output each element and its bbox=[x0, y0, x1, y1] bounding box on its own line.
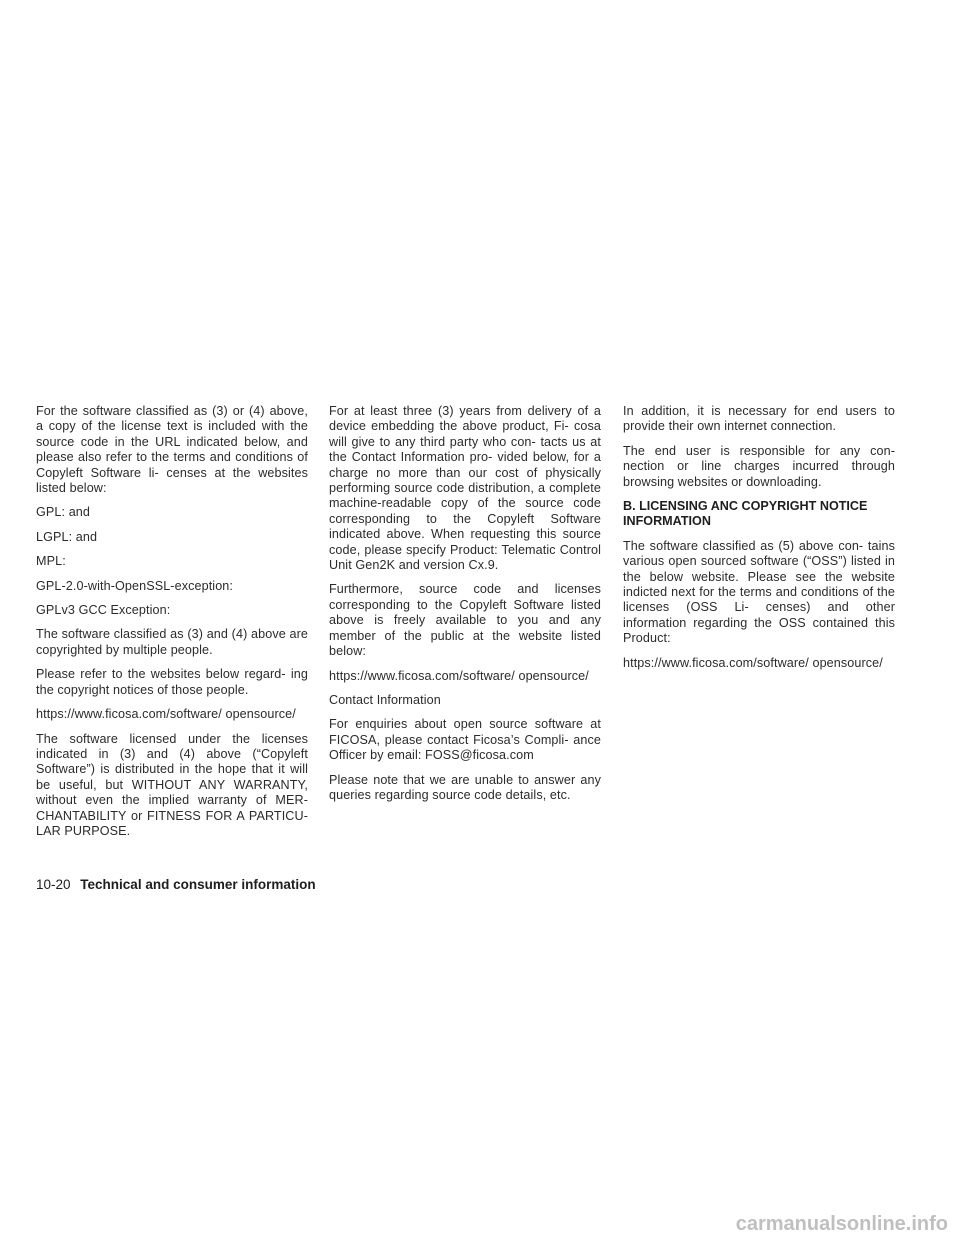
paragraph: GPLv3 GCC Exception: bbox=[36, 603, 171, 618]
paragraph: GPL: and bbox=[36, 505, 91, 520]
text-column-2 bbox=[329, 404, 601, 812]
text-column-3 bbox=[623, 404, 895, 680]
paragraph: For at least three (3) years from delivery of a device embedding the above product, Fi- cosa will give to any third party who con- tacts us at the Contact Information pro- vided below, for a charge no more than our cost of physically performing source code distribution, a complete machine-readable copy of the source code corresponding to the Copyleft Software indicated above. When requesting this source code, please specify Product: Telematic Control Unit Gen2K and version Cx.9. bbox=[329, 404, 601, 573]
page-number: 10-20 bbox=[36, 877, 71, 892]
paragraph: The end user is responsible for any con- nection or line charges incurred through browsing websites or downloading. bbox=[623, 443, 895, 489]
paragraph: In addition, it is necessary for end users to provide their own internet connection. bbox=[623, 404, 895, 434]
paragraph: Please refer to the websites below regard- ing the copyright notices of those people. bbox=[36, 667, 308, 697]
text-column-1 bbox=[36, 404, 308, 848]
paragraph: The software licensed under the licenses indicated in (3) and (4) above (“Copyleft Software”) is distributed in the hope that it will be useful, but WITHOUT ANY WARRANTY, without even the implied warranty of MER- CHANTABILITY or FITNESS FOR A PARTICU- LAR PURPOSE. bbox=[36, 731, 308, 838]
paragraph: Please note that we are unable to answer any queries regarding source code details, etc. bbox=[329, 772, 601, 802]
paragraph: For enquiries about open source software at FICOSA, please contact Ficosa’s Compli- ance Officer by email: FOSS@ficosa.com bbox=[329, 717, 601, 763]
paragraph: GPL-2.0-with-OpenSSL-exception: bbox=[36, 578, 233, 593]
paragraph: For the software classified as (3) or (4) above, a copy of the license text is included with the source code in the URL indicated below, and please also refer to the terms and conditions of Copyleft Software li- censes at the websites listed below: bbox=[36, 404, 308, 496]
page-footer bbox=[36, 876, 316, 894]
watermark: carmanualsonline.info bbox=[735, 1213, 948, 1235]
section-title: Technical and consumer information bbox=[80, 877, 316, 892]
paragraph: The software classified as (3) and (4) above are copyrighted by multiple people. bbox=[36, 627, 308, 657]
paragraph: LGPL: and bbox=[36, 529, 98, 544]
paragraph: Furthermore, source code and licenses corresponding to the Copyleft Software listed above is freely available to you and any member of the public at the website listed below: bbox=[329, 582, 601, 659]
section-heading: B. LICENSING ANC COPYRIGHT NOTICE INFORMATION bbox=[623, 499, 868, 529]
paragraph: The software classified as (5) above con- tains various open sourced software (“OSS”) listed in the below website. Please see the website indicted next for the terms and conditions of the licenses (OSS Li- censes) and other information regarding the OSS contained this Product: bbox=[623, 538, 895, 646]
paragraph: MPL: bbox=[36, 554, 66, 569]
paragraph: https://www.ficosa.com/software/ opensource/ bbox=[36, 707, 296, 722]
paragraph: https://www.ficosa.com/software/ opensource/ bbox=[623, 655, 883, 670]
paragraph: Contact Information bbox=[329, 692, 441, 707]
paragraph: https://www.ficosa.com/software/ opensource/ bbox=[329, 668, 589, 683]
